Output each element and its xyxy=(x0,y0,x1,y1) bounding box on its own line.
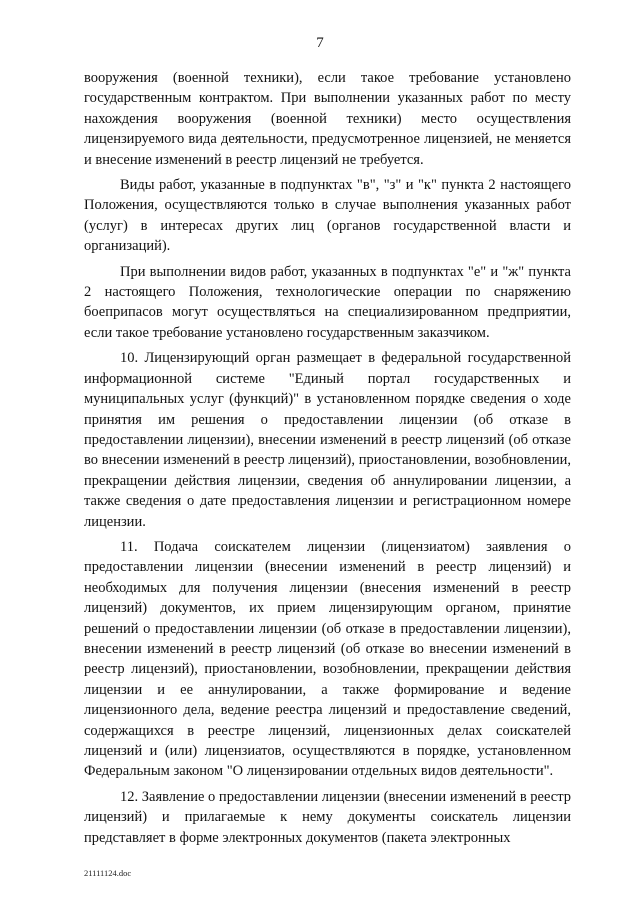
paragraph-item-11: 11. Подача соискателем лицензии (лицензиатом) заявления о предоставлении лицензии (внесении изменений в реестр лицензий) и необходимых для получения лицензии (внесения изменений в реестр лицензий) документов, их прием лицензирующим органом, принятие решений о предоставлении лицензии (об отказе в предоставлении лицензии), внесении изменений в реестр лицензий (об отказе во внесении изменений в реестр лицензий), приостановлении, возобновлении, прекращении действия лицензии и ее аннулировании, а также формирование и ведение лицензионного дела, ведение реестра лицензий и предоставление сведений, содержащихся в реестре лицензий, лицензионных делах соискателей лицензий и (или) лицензиатов, осуществляются в порядке, установленном Федеральным законом "О лицензировании отдельных видов деятельности". xyxy=(84,538,571,780)
paragraph-continuation: вооружения (военной техники), если такое требование установлено государственным контрактом. При выполнении указанных работ по месту нахождения вооружения (военной техники) место осуществления лицензируемого вида деятельности, предусмотренное лицензией, не меняется и внесение изменений в реестр лицензий не требуется. xyxy=(84,70,571,168)
paragraph-ammunition: При выполнении видов работ, указанных в подпунктах "е" и "ж" пункта 2 настоящего Положения, технологические операции по снаряжению боеприпасов могут осуществляться на специализированном предприятии, если такое требование установлено государственным заказчиком. xyxy=(84,263,571,341)
document-body xyxy=(84,68,571,853)
paragraph-item-10: 10. Лицензирующий орган размещает в федеральной государственной информационной системе "Единый портал государственных и муниципальных услуг (функций)" в установленном порядке сведения о ходе принятия им решения о предоставлении лицензии (об отказе в предоставлении лицензии), внесении изменений в реестр лицензий (об отказе во внесении изменений в реестр лицензий), приостановлении, возобновлении, прекращении действия лицензии, сведения об аннулировании лицензии, а также сведения о дате предоставления лицензии и регистрационном номере лицензии. xyxy=(84,350,571,530)
paragraph-work-types: Виды работ, указанные в подпунктах "в", "з" и "к" пункта 2 настоящего Положения, осуществляются только в случае выполнения указанных работ (услуг) в интересах других лиц (органов государственной власти и организаций). xyxy=(84,177,571,255)
page-number: 7 xyxy=(316,35,324,51)
paragraph-item-12: 12. Заявление о предоставлении лицензии (внесении изменений в реестр лицензий) и прилагаемые к нему документы соискатель лицензии представляет в форме электронных документов (пакета электронных xyxy=(84,788,571,846)
footer-file-code: 21111124.doc xyxy=(84,868,132,878)
